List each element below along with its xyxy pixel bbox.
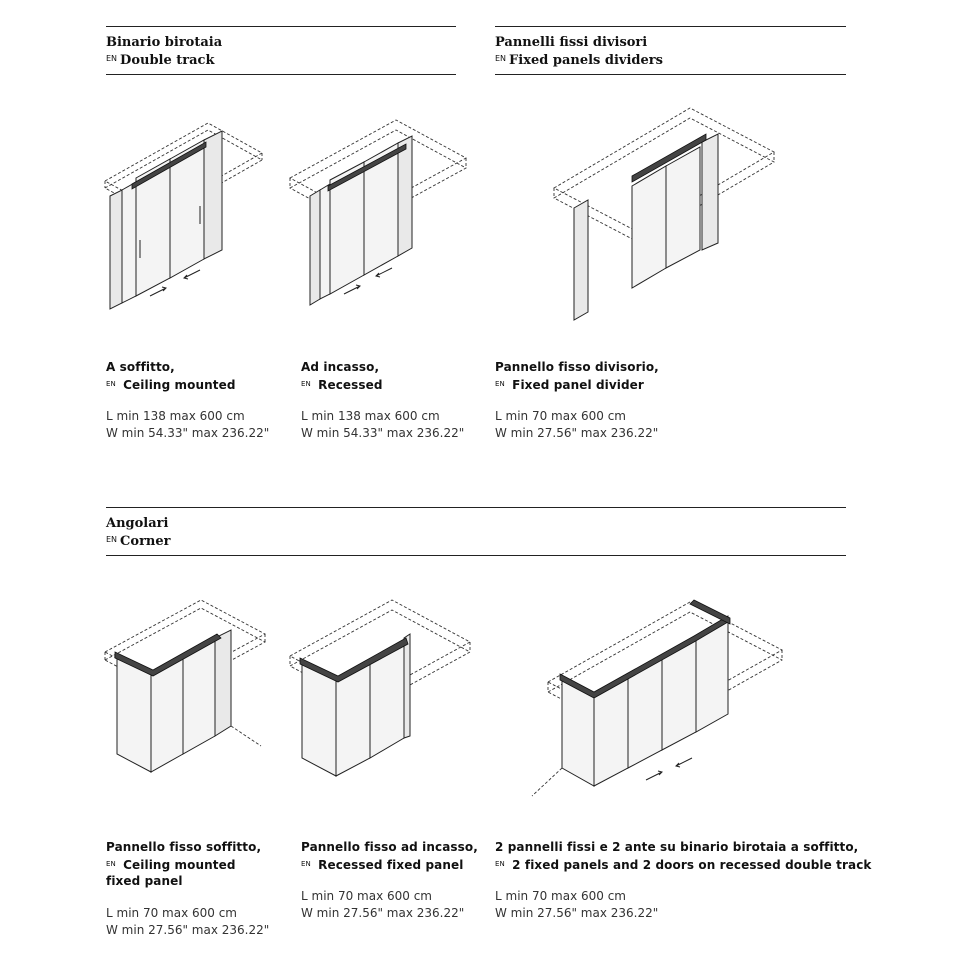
item-caption	[106, 359, 236, 393]
section-rule-top	[106, 26, 456, 27]
recessed-double-track-drawing	[288, 118, 468, 308]
en-tag: EN	[106, 535, 118, 544]
item-caption	[495, 839, 872, 873]
caption-en-text: Recessed	[318, 377, 383, 392]
caption-en-text: Ceiling mounted	[123, 857, 236, 872]
en-tag: EN	[495, 54, 507, 63]
recessed-fixed-panel-corner-drawing	[288, 598, 473, 778]
dim-length: L min 70 max 600 cm	[301, 889, 432, 903]
heading-it: Binario birotaia	[106, 35, 223, 50]
section-rule-bottom	[106, 555, 846, 556]
caption-it: Pannello fisso ad incasso,	[301, 840, 478, 854]
caption-it: Ad incasso,	[301, 360, 380, 374]
heading-it: Pannelli fissi divisori	[495, 35, 648, 50]
ceiling-fixed-panel-corner-drawing	[103, 598, 273, 778]
caption-it: 2 pannelli fissi e 2 ante su binario birotaia a soffitto,	[495, 840, 859, 854]
dim-width: W min 27.56" max 236.22"	[495, 425, 659, 440]
caption-it: A soffitto,	[106, 360, 175, 374]
caption-en	[301, 376, 383, 394]
dim-length: L min 70 max 600 cm	[106, 906, 237, 920]
item-dimensions	[301, 888, 464, 921]
en-tag: EN	[495, 859, 505, 868]
item-caption	[301, 359, 383, 393]
caption-en-cont: fixed panel	[106, 874, 183, 888]
caption-en	[301, 856, 478, 874]
section-heading-double-track	[106, 35, 222, 69]
dim-length: L min 70 max 600 cm	[495, 409, 626, 423]
item-dimensions	[495, 888, 658, 921]
en-tag: EN	[106, 859, 116, 868]
dim-width: W min 54.33" max 236.22"	[301, 425, 465, 440]
en-tag: EN	[106, 54, 118, 63]
caption-en-text: Fixed panel divider	[512, 377, 644, 392]
en-tag: EN	[106, 379, 116, 388]
heading-en-text: Fixed panels dividers	[509, 53, 663, 68]
heading-en-text: Double track	[120, 53, 215, 68]
item-dimensions	[495, 408, 658, 441]
caption-en-text: Ceiling mounted	[123, 377, 236, 392]
item-caption	[495, 359, 659, 393]
dim-width: W min 27.56" max 236.22"	[495, 905, 659, 920]
caption-en	[495, 856, 872, 874]
dim-length: L min 138 max 600 cm	[106, 409, 245, 423]
dim-width: W min 54.33" max 236.22"	[106, 425, 270, 440]
caption-en-text: 2 fixed panels and 2 doors on recessed double track	[512, 857, 872, 872]
heading-en-text: Corner	[120, 534, 171, 549]
dim-width: W min 27.56" max 236.22"	[301, 905, 465, 920]
heading-en	[495, 51, 663, 69]
caption-en-text: Recessed fixed panel	[318, 857, 464, 872]
heading-en	[106, 532, 171, 550]
section-heading-corner	[106, 516, 171, 550]
section-rule-bottom	[495, 74, 846, 75]
en-tag: EN	[495, 379, 505, 388]
item-dimensions	[106, 905, 269, 938]
caption-en	[106, 376, 236, 394]
dim-length: L min 138 max 600 cm	[301, 409, 440, 423]
dim-length: L min 70 max 600 cm	[495, 889, 626, 903]
en-tag: EN	[301, 379, 311, 388]
item-caption	[301, 839, 478, 873]
section-heading-fixed-dividers	[495, 35, 663, 69]
en-tag: EN	[301, 859, 311, 868]
caption-en	[106, 856, 261, 874]
section-rule-top	[495, 26, 846, 27]
heading-en	[106, 51, 222, 69]
dim-width: W min 27.56" max 236.22"	[106, 922, 270, 937]
fixed-panel-divider-drawing	[552, 100, 782, 325]
item-caption	[106, 839, 261, 890]
item-dimensions	[106, 408, 269, 441]
section-rule-bottom	[106, 74, 456, 75]
two-fixed-two-doors-drawing	[528, 598, 798, 803]
caption-en	[495, 376, 659, 394]
ceiling-mounted-double-track-drawing	[100, 118, 270, 308]
caption-it: Pannello fisso divisorio,	[495, 360, 659, 374]
section-rule-top	[106, 507, 846, 508]
caption-it: Pannello fisso soffitto,	[106, 840, 262, 854]
heading-it: Angolari	[106, 516, 169, 531]
item-dimensions	[301, 408, 464, 441]
